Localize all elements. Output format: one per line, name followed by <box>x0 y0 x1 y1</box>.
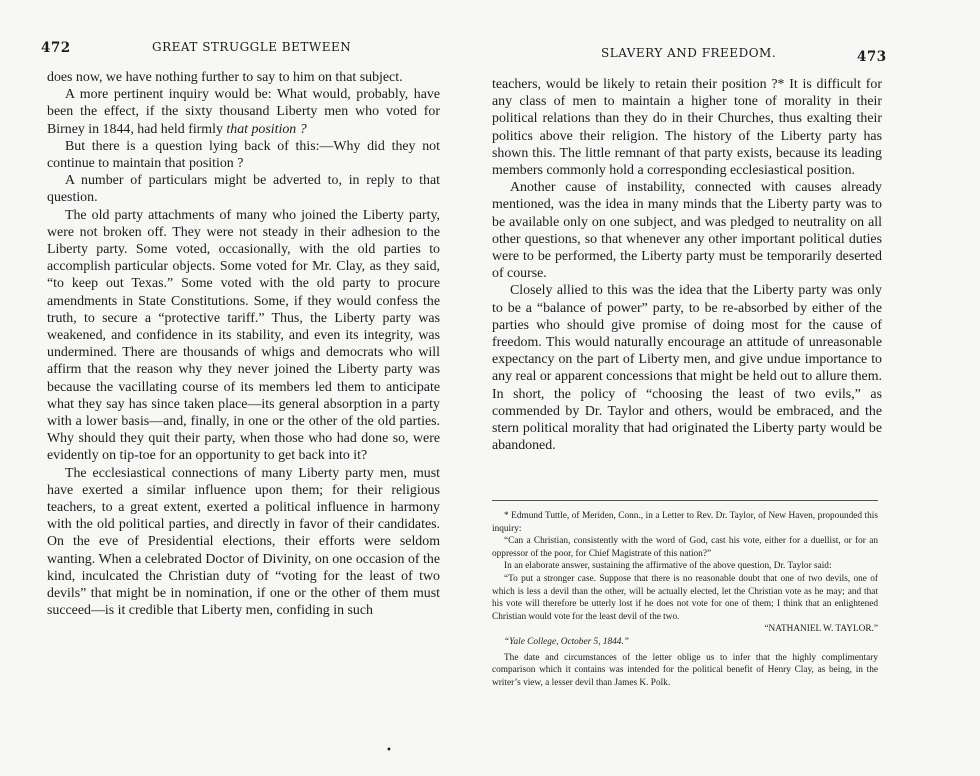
right-page <box>490 0 980 776</box>
body-text <box>492 76 882 454</box>
paragraph: The old party attachments of many who joined the Liberty party, were not broken off. They were not steady in their adhesion to the Liberty party. Some voted, occasionally, with the old parties to accomplish particular objects. Some voted for Mr. Clay, as they said, “to keep out Texas.” Some voted with the old party to procure amendments in State Constitutions. Some, if they would confess the truth, to secure a “protective tariff.” Thus, the Liberty party was weakened, and confidence in its stability, and even its integrity, was undermined. There are thousands of whigs and democrats who will affirm that the reason why they never joined the Liberty party was because the vacillating course of its members led them to anticipate what they say has since taken place—its general absorption in a party with a lower basis—and, finally, in one or the other of the old parties. Why should they quit their party, when those who had done so, were evidently on tip-toe for an opportunity to get back into it? <box>47 207 440 464</box>
footnote-paragraph: “Can a Christian, consistently with the word of God, cast his vote, either for a duellist, or for an oppressor of the poor, for Chief Magistrate of this nation?” <box>492 536 878 559</box>
body-text <box>47 69 440 620</box>
running-head: GREAT STRUGGLE BETWEEN <box>152 40 352 54</box>
page-number: 472 <box>41 40 71 56</box>
paragraph: Another cause of instability, connected with causes already mentioned, was the idea in many minds that the Liberty party was to be available only on one subject, and was pledged to neutrality on all other questions, so that whenever any other important political duties were to be performed, the Liberty party must be temporarily deserted of course. <box>492 180 882 282</box>
footnote-paragraph: “To put a stronger case. Suppose that there is no reasonable doubt that one of two devils, one of which is less a devil than the other, will be actually elected, let the Christian vote as he may; and that his vote will therefore be utterly lost if he does not vote for one of them; I think that an enlightened Christian would vote for the least devil of the two. <box>492 573 878 622</box>
footnote-divider <box>492 500 878 501</box>
footnote-paragraph: The date and circumstances of the letter oblige us to infer that the highly complimentary comparison which it contains was intended for the political benefit of Henry Clay, as being, in the writer’s view, a lesser devil than James K. Polk. <box>492 652 878 688</box>
paragraph: The ecclesiastical connections of many Liberty party men, must have exerted a similar influence upon them; for their religious teachers, to a great extent, exerted a political influence in harmony with the old political parties, and directly in favor of their candidates. On the eve of Presidential elections, their efforts were seldom wanting. When a celebrated Doctor of Divinity, on one occasion of the kind, inculcated the Christian duty of “voting for the least of two devils” that might be in nomination, if one or the other of them must succeed—is it credible that Liberty men, confiding in such <box>47 465 440 619</box>
running-head: SLAVERY AND FREEDOM. <box>601 46 777 60</box>
paragraph: A more pertinent inquiry would be: What would, probably, have been the effect, if the sixty thousand Liberty men who voted for Birney in 1844, had held firmly that position ? <box>47 87 440 137</box>
footnote-signature: “NATHANIEL W. TAYLOR.” <box>764 624 878 635</box>
italic-phrase: that position ? <box>226 121 307 137</box>
footnote-dateline: “Yale College, October 5, 1844.” <box>504 636 629 647</box>
scan-mark: • <box>386 745 392 756</box>
paragraph: A number of particulars might be adverted to, in reply to that question. <box>47 173 440 206</box>
paragraph: But there is a question lying back of this:—Why did they not continue to maintain that position ? <box>47 138 440 172</box>
paragraph: does now, we have nothing further to say to him on that subject. <box>47 70 403 85</box>
paragraph: teachers, would be likely to retain their position ?* It is difficult for any class of men to maintain a higher tone of morality in their political relations than they do in their Churches, thus exalting their politics above their religion. The history of the Liberty party has shown this. The little remnant of that party exists, because its leading members commonly hold a corresponding ecclesiastical position. <box>492 77 882 179</box>
paragraph: Closely allied to this was the idea that the Liberty party was only to be a “balance of power” party, to be re-absorbed by either of the parties who should give promise of doing most for the cause of freedom. This would naturally encourage an attitude of unreasonable expectancy on the part of Liberty men, and give undue importance to any real or apparent concessions that might be held out to allure them. In short, the policy of “choosing the least of two evils,” as commended by Dr. Taylor and others, would be embraced, and the stern political morality that had originated the Liberty party would be abandoned. <box>492 283 882 454</box>
footnote-paragraph: In an elaborate answer, sustaining the affirmative of the above question, Dr. Taylor said: <box>504 561 832 572</box>
page-number: 473 <box>857 49 887 65</box>
footnote <box>492 510 878 689</box>
footnote-paragraph: * Edmund Tuttle, of Meriden, Conn., in a Letter to Rev. Dr. Taylor, of New Haven, propounded this inquiry: <box>492 511 878 534</box>
